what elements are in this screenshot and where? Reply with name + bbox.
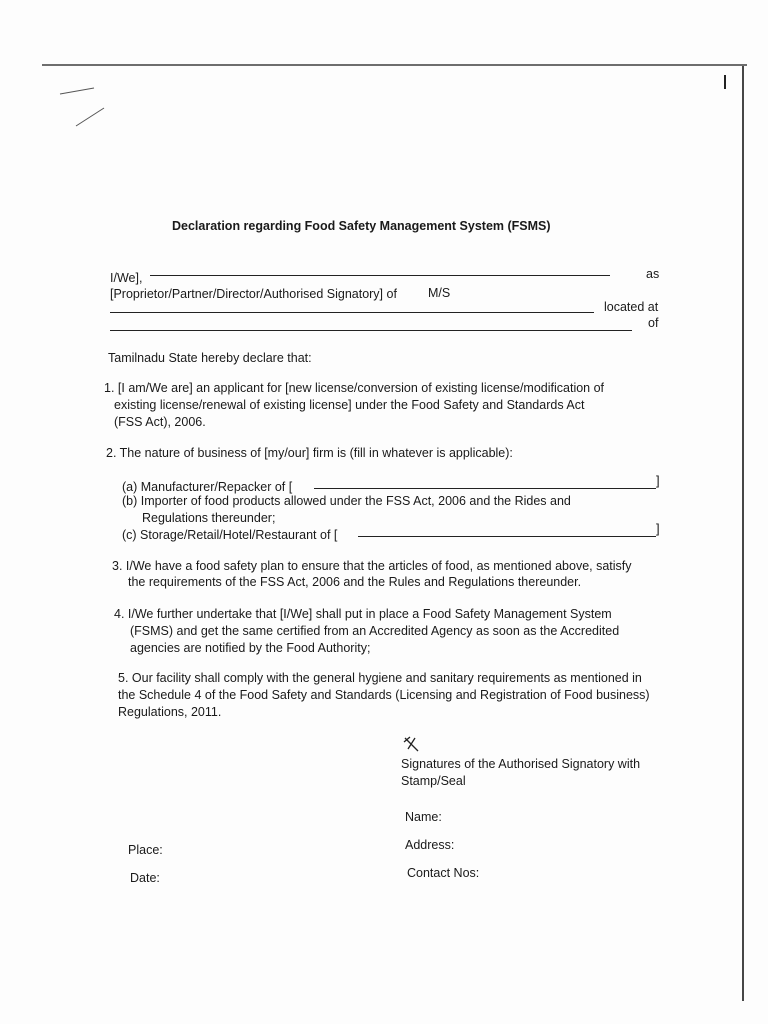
item2-c-fill-line <box>358 536 656 537</box>
item1-line3: (FSS Act), 2006. <box>114 415 206 429</box>
item4-line1: 4. I/We further undertake that [I/We] shall put in place a Food Safety Management System <box>114 607 612 621</box>
corner-tick-icon <box>722 74 728 90</box>
item2-a-close-bracket: ] <box>656 473 660 488</box>
signature-line1: Signatures of the Authorised Signatory with <box>401 757 641 771</box>
address-fill-line <box>110 330 632 331</box>
item3-line1: 3. I/We have a food safety plan to ensure that the articles of food, as mentioned above, satisfy <box>112 559 632 573</box>
intro-state-declare: Tamilnadu State hereby declare that: <box>108 351 312 365</box>
item3-line2: the requirements of the FSS Act, 2006 and the Rules and Regulations thereunder. <box>128 575 582 589</box>
intro-i-we: I/We], <box>110 271 143 285</box>
scan-right-edge <box>742 66 744 1001</box>
item1-line2: existing license/renewal of existing license] under the Food Safety and Standards Act <box>114 398 585 412</box>
item5-line1: 5. Our facility shall comply with the general hygiene and sanitary requirements as mentioned in <box>118 671 642 685</box>
signature-name: Name: <box>405 810 442 824</box>
date-label: Date: <box>130 871 160 885</box>
item2-c: (c) Storage/Retail/Hotel/Restaurant of [ <box>122 528 338 542</box>
page-title: Declaration regarding Food Safety Management System (FSMS) <box>172 219 551 233</box>
signature-line2: Stamp/Seal <box>401 774 466 788</box>
item2-c-close-bracket: ] <box>656 521 660 536</box>
item2-a: (a) Manufacturer/Repacker of [ <box>122 480 293 494</box>
signature-address: Address: <box>405 838 455 852</box>
item2-heading: 2. The nature of business of [my/our] firm is (fill in whatever is applicable): <box>106 446 513 460</box>
name-fill-line <box>150 275 610 276</box>
signature-mark-icon <box>402 734 422 754</box>
item2-b-line2: Regulations thereunder; <box>142 511 276 525</box>
item4-line3: agencies are notified by the Food Authority; <box>130 641 371 655</box>
item2-a-fill-line <box>314 488 656 489</box>
intro-as: as <box>646 267 660 281</box>
place-label: Place: <box>128 843 163 857</box>
pen-mark-icon <box>56 84 116 134</box>
firm-fill-line <box>110 312 594 313</box>
item5-line3: Regulations, 2011. <box>118 705 222 719</box>
intro-designation: [Proprietor/Partner/Director/Authorised Signatory] of <box>110 287 397 301</box>
item4-line2: (FSMS) and get the same certified from an Accredited Agency as soon as the Accredited <box>130 624 620 638</box>
item1-line1: 1. [I am/We are] an applicant for [new license/conversion of existing license/modification of <box>104 381 605 395</box>
item5-line2: the Schedule 4 of the Food Safety and Standards (Licensing and Registration of Food business) <box>118 688 650 702</box>
intro-ms: M/S <box>428 286 451 300</box>
intro-located-at: located at <box>604 300 659 314</box>
signature-contact: Contact Nos: <box>407 866 480 880</box>
item2-b-line1: (b) Importer of food products allowed under the FSS Act, 2006 and the Rides and <box>122 494 571 508</box>
intro-of: of <box>648 316 659 330</box>
scan-top-edge <box>42 64 747 66</box>
